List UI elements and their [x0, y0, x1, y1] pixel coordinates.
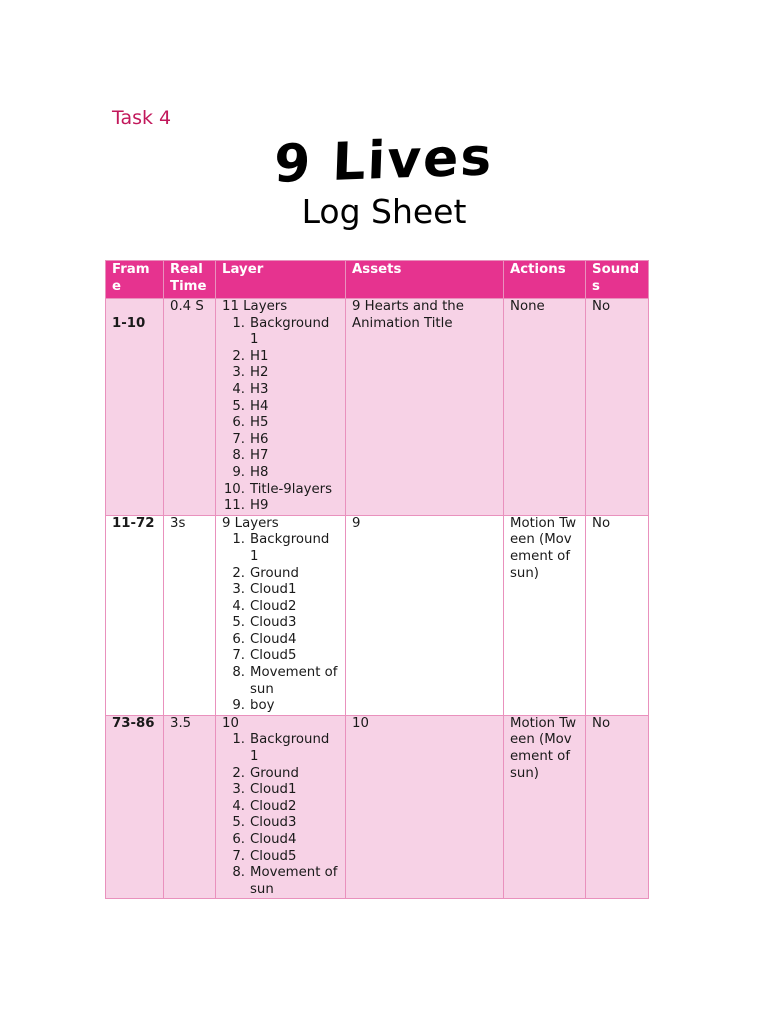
table-row — [106, 515, 649, 715]
list-item: 5. Cloud3 — [232, 615, 297, 631]
actions-cell: Motion Tween (Movement of sun) — [504, 715, 586, 899]
list-item: 3. H2 — [232, 365, 269, 381]
layer-heading: 11 Layers — [222, 299, 288, 314]
sounds-cell: No — [586, 715, 649, 899]
sounds-cell: No — [586, 299, 649, 516]
list-item: 6. H5 — [232, 415, 269, 431]
column-header-sounds: Sounds — [586, 261, 649, 299]
task-label: Task 4 — [112, 107, 172, 129]
list-item: 8. H7 — [232, 448, 269, 464]
title-block — [0, 127, 768, 232]
frame-cell: 73-86 — [106, 715, 164, 899]
list-item: 6. Cloud4 — [232, 631, 297, 647]
column-header-actions: Actions — [504, 261, 586, 299]
assets-cell: 9 — [346, 515, 504, 715]
layer-heading: 9 Layers — [222, 515, 279, 531]
frame-cell: 11-72 — [106, 515, 164, 715]
layer-list — [222, 316, 339, 515]
log-table — [105, 260, 649, 899]
list-item: 2. Ground — [232, 765, 299, 781]
assets-cell: 10 — [346, 715, 504, 899]
column-header-assets: Assets — [346, 261, 504, 299]
list-item: 11. H9 — [223, 498, 269, 514]
main-title: 9 Lives — [273, 127, 495, 195]
list-item: 1. Background 1 — [232, 732, 330, 765]
layer-list — [222, 732, 339, 898]
layer-list — [222, 532, 339, 715]
column-header-frame: Frame — [106, 261, 164, 299]
layer-cell — [216, 515, 346, 715]
actions-cell: Motion Tween (Movement of sun) — [504, 515, 586, 715]
column-header-real-time: Real Time — [164, 261, 216, 299]
list-item: 9. boy — [232, 698, 275, 714]
list-item: 4. H3 — [232, 381, 269, 397]
list-item: 2. Ground — [232, 565, 299, 581]
list-item: 9. H8 — [232, 464, 269, 480]
sounds-cell: No — [586, 515, 649, 715]
list-item: 4. Cloud2 — [232, 598, 297, 614]
table-row — [106, 299, 649, 516]
table-header-row — [106, 261, 649, 299]
list-item: 7. Cloud5 — [232, 648, 297, 664]
list-item: 6. Cloud4 — [232, 832, 297, 847]
list-item: 7. Cloud5 — [232, 848, 297, 864]
layer-cell — [216, 299, 346, 516]
list-item: 1. Background 1 — [232, 532, 330, 564]
list-item: 7. H6 — [232, 431, 269, 447]
table-row — [106, 715, 649, 899]
list-item: 8. Movement of sun — [232, 665, 338, 697]
layer-cell — [216, 715, 346, 899]
list-item: 1. Background 1 — [232, 315, 330, 348]
list-item: 4. Cloud2 — [232, 798, 297, 814]
real-time-cell: 3s — [164, 515, 216, 715]
frame-cell — [106, 299, 164, 516]
actions-cell: None — [504, 299, 586, 516]
list-item: 3. Cloud1 — [232, 582, 297, 598]
frame-value: 1-10 — [112, 316, 146, 331]
layer-heading: 10 — [222, 715, 239, 731]
list-item: 5. H4 — [232, 398, 269, 414]
list-item: 10. Title-9layers — [223, 481, 333, 497]
sub-title: Log Sheet — [301, 192, 467, 231]
list-item: 2. H1 — [232, 348, 269, 364]
list-item: 8. Movement of sun — [232, 865, 338, 897]
real-time-cell: 3.5 — [164, 715, 216, 899]
column-header-layer: Layer — [216, 261, 346, 299]
assets-cell: 9 Hearts and the Animation Title — [346, 299, 504, 516]
list-item: 5. Cloud3 — [232, 815, 297, 831]
list-item: 3. Cloud1 — [232, 782, 297, 798]
real-time-cell: 0.4 S — [164, 299, 216, 516]
